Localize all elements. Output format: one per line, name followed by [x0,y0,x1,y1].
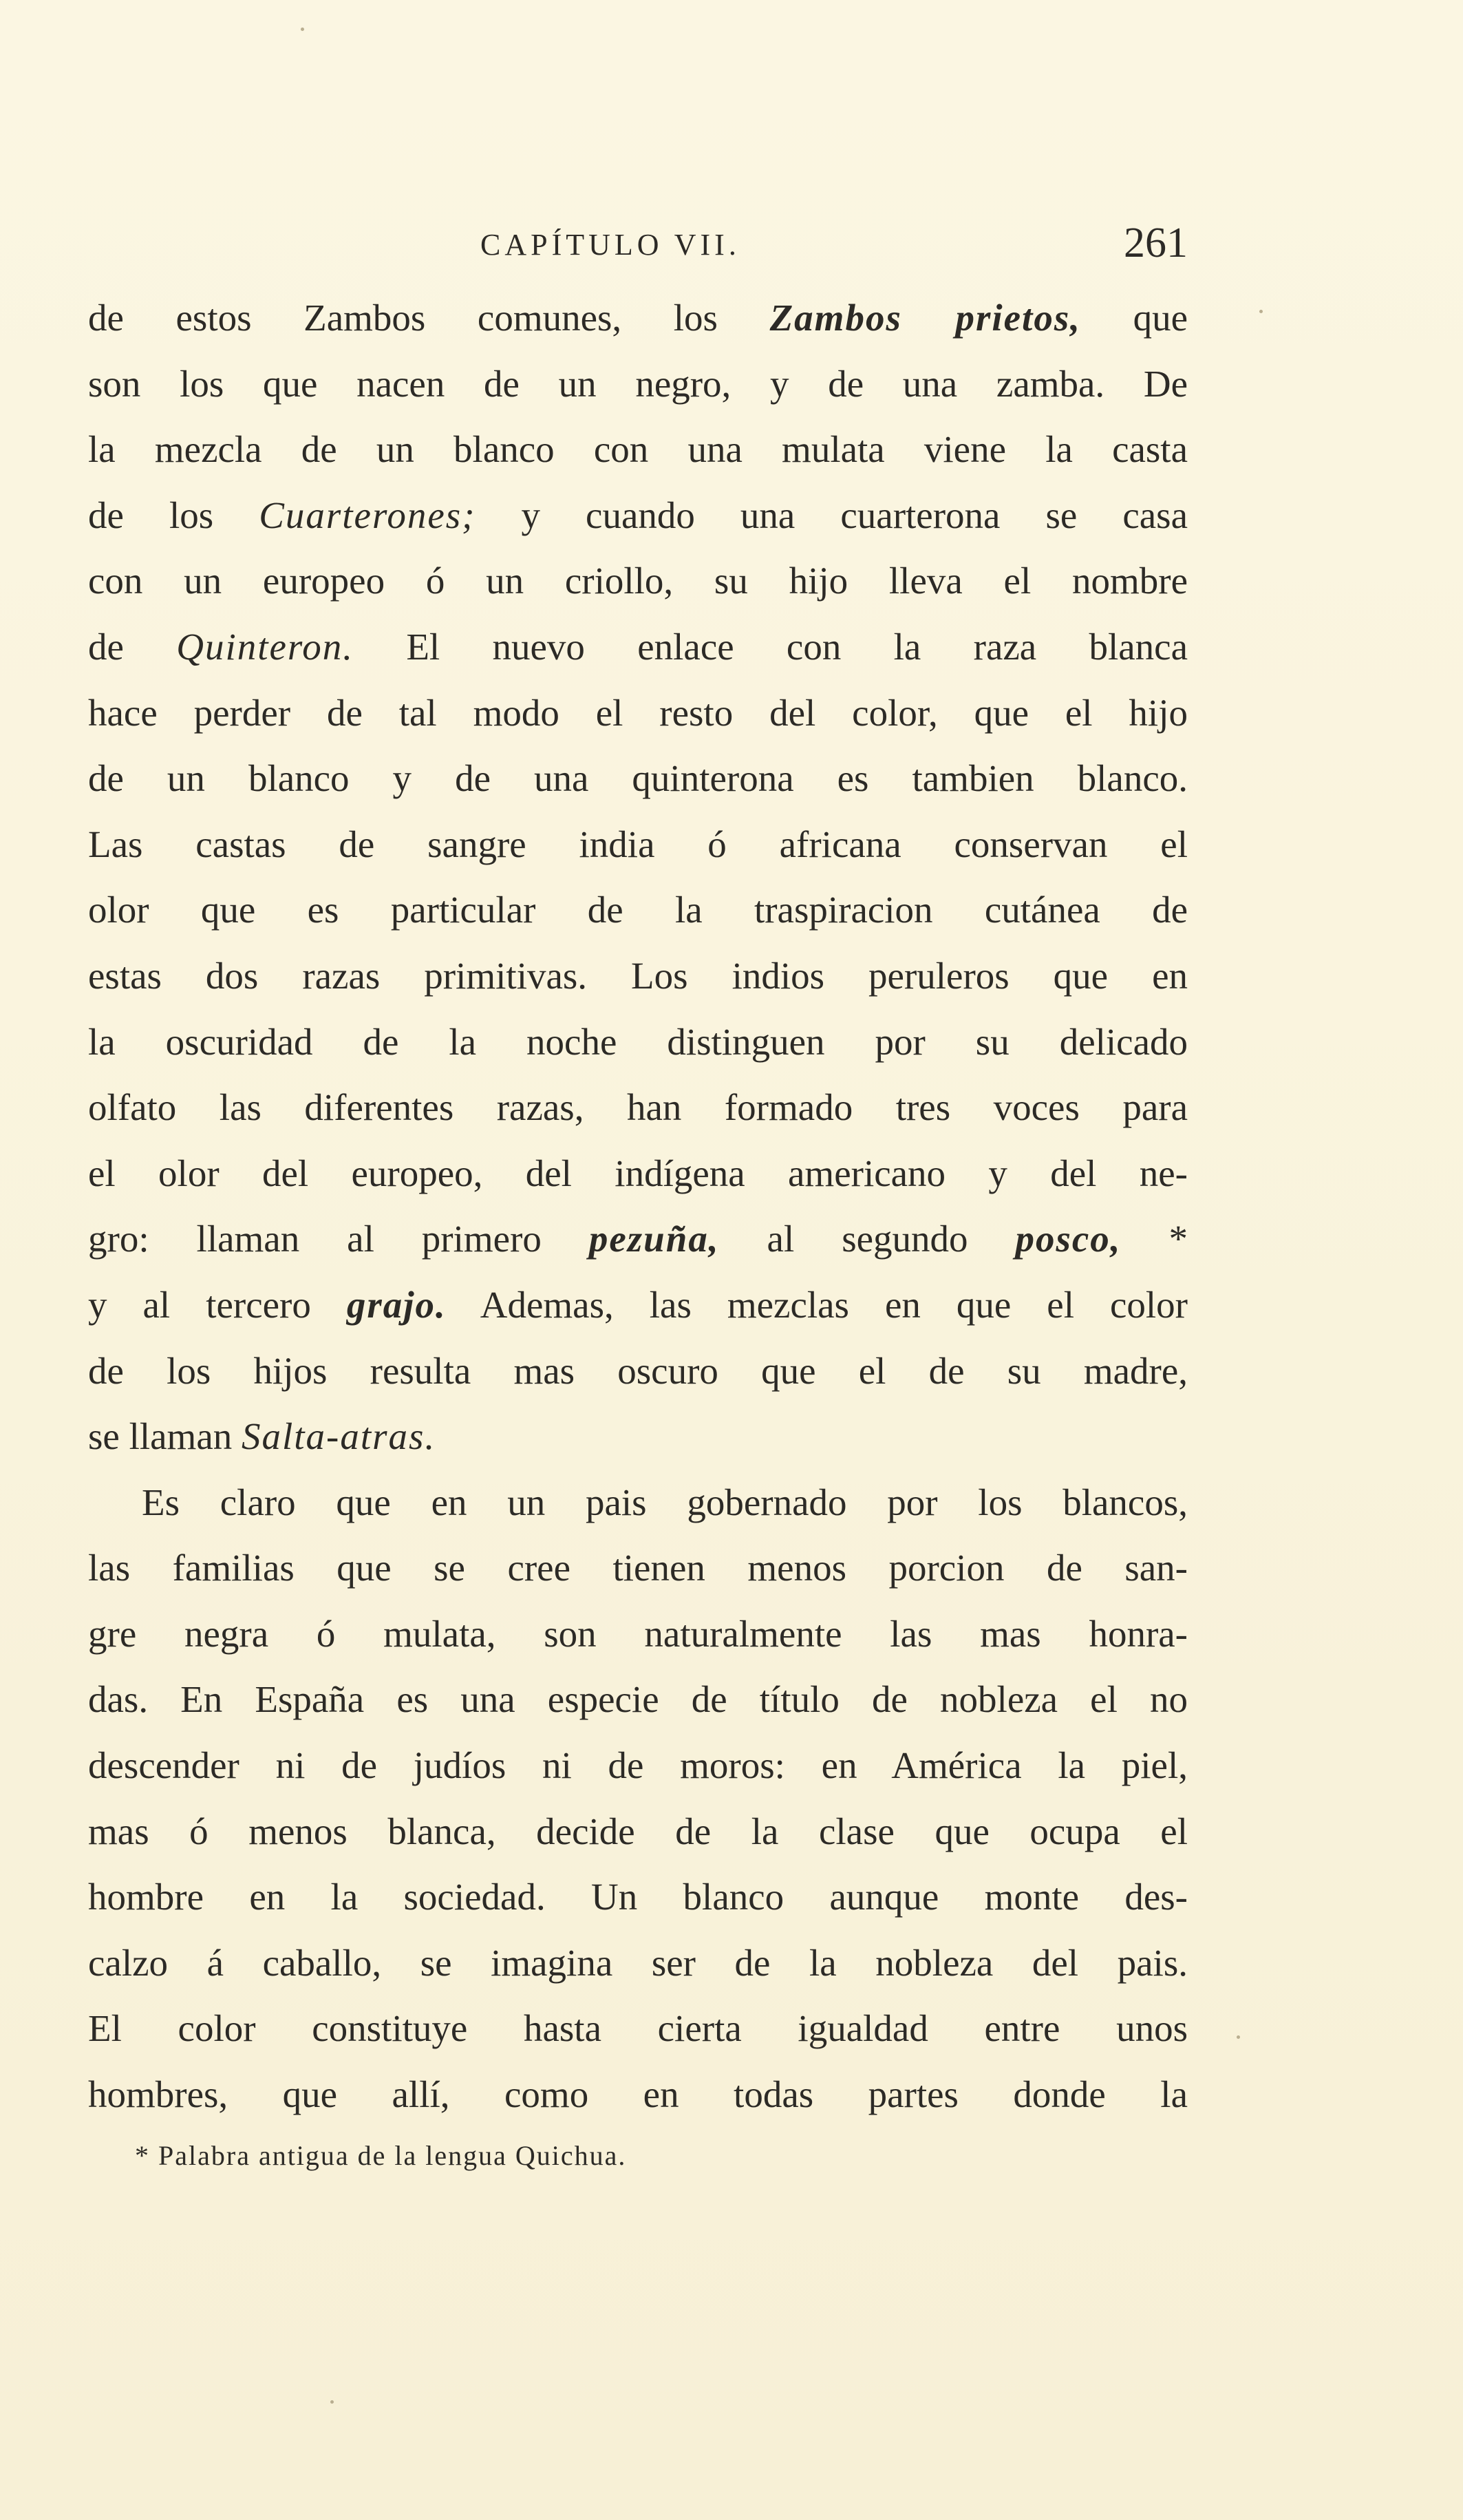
line-text: de los hijos resulta mas oscuro que el de su madre, [88,1349,1188,1392]
line-text: de estos Zambos comunes, los [88,297,770,339]
text-line [88,1470,1188,1536]
text-line [88,1272,1188,1338]
text-line [88,745,1188,812]
line-text: hace perder de tal modo el resto del color, que el hijo [88,691,1188,734]
emphasized-term: Salta-atras. [241,1415,436,1458]
line-text: de [88,625,177,668]
page-number: 261 [1124,220,1188,266]
paper-speck [330,2400,334,2404]
line-text: Ademas, las mezclas en que el color [446,1283,1188,1326]
paper-speck [1259,310,1263,313]
text-line [88,1535,1188,1601]
line-text: son los que nacen de un negro, y de una zamba. De [88,362,1188,405]
line-text: de un blanco y de una quinterona es tambien blanco. [88,757,1188,800]
text-line [88,483,1188,549]
line-text: al segundo [719,1218,1016,1260]
emphasized-term: grajo. [346,1283,447,1326]
body-text [88,285,1188,2128]
text-line [88,1864,1188,1930]
line-text: Es claro que en un pais gobernado por los blancos, [142,1481,1188,1523]
line-text: descender ni de judíos ni de moros: en América la piel, [88,1744,1188,1787]
text-line [88,1206,1188,1272]
emphasized-term: Zambos prietos, [769,297,1081,339]
text-line [88,680,1188,746]
page-header [88,219,1188,267]
line-text: calzo á caballo, se imagina ser de la nobleza del pais. [88,1941,1188,1984]
line-text: gre negra ó mulata, son naturalmente las mas honra- [88,1612,1188,1655]
emphasized-term: posco, [1015,1218,1122,1260]
text-line [88,351,1188,417]
text-line [88,943,1188,1009]
line-text: estas dos razas primitivas. Los indios peruleros que en [88,954,1188,997]
line-text: El color constituye hasta cierta igualdad entre unos [88,2007,1188,2050]
text-line [88,877,1188,943]
line-text: * [1121,1218,1188,1260]
line-text: y cuando una cuarterona se casa [476,494,1188,536]
text-line [88,1009,1188,1075]
line-text: olfato las diferentes razas, han formado tres voces para [88,1086,1188,1129]
text-line [88,1799,1188,1865]
line-text: El nuevo enlace con la raza blanca [354,625,1188,668]
text-line [88,1601,1188,1667]
line-text: Las castas de sangre india ó africana conservan el [88,823,1188,865]
text-line [88,1995,1188,2062]
text-line [88,1338,1188,1404]
emphasized-term: Quinteron. [176,625,354,668]
running-head: CAPÍTULO VII. [480,228,740,262]
footnote: * Palabra antigua de la lengua Quichua. [135,2140,627,2171]
text-line [88,1733,1188,1799]
text-line [88,614,1188,680]
line-text: la oscuridad de la noche distinguen por su delicado [88,1020,1188,1063]
line-text: das. En España es una especie de título de nobleza el no [88,1678,1188,1721]
line-text: mas ó menos blanca, decide de la clase que ocupa el [88,1810,1188,1852]
emphasized-term: Cuarterones; [259,494,476,536]
line-text: de los [88,494,259,536]
line-text: con un europeo ó un criollo, su hijo lleva el nombre [88,560,1188,602]
line-text: hombres, que allí, como en todas partes donde la [88,2073,1188,2116]
line-text: las familias que se cree tienen menos porcion de san- [88,1547,1188,1589]
text-line [88,1666,1188,1733]
line-text: el olor del europeo, del indígena americano y del ne- [88,1152,1188,1194]
text-line [88,416,1188,483]
text-line [88,285,1188,351]
line-text: la mezcla de un blanco con una mulata viene la casta [88,428,1188,471]
line-text: y al tercero [88,1283,347,1326]
line-text: se llaman [88,1415,242,1458]
paper-speck [301,28,304,31]
line-text: que [1080,297,1188,339]
paper-speck [1237,2035,1240,2039]
line-text: olor que es particular de la traspiracion cutánea de [88,889,1188,931]
emphasized-term: pezuña, [588,1218,720,1260]
text-line [88,812,1188,878]
text-line [88,1930,1188,1996]
text-line [88,1074,1188,1141]
line-text: gro: llaman al primero [88,1218,589,1260]
text-line [88,1404,1188,1470]
text-line [88,1141,1188,1207]
line-text: hombre en la sociedad. Un blanco aunque monte des- [88,1876,1188,1918]
text-line [88,2062,1188,2128]
text-line [88,548,1188,614]
